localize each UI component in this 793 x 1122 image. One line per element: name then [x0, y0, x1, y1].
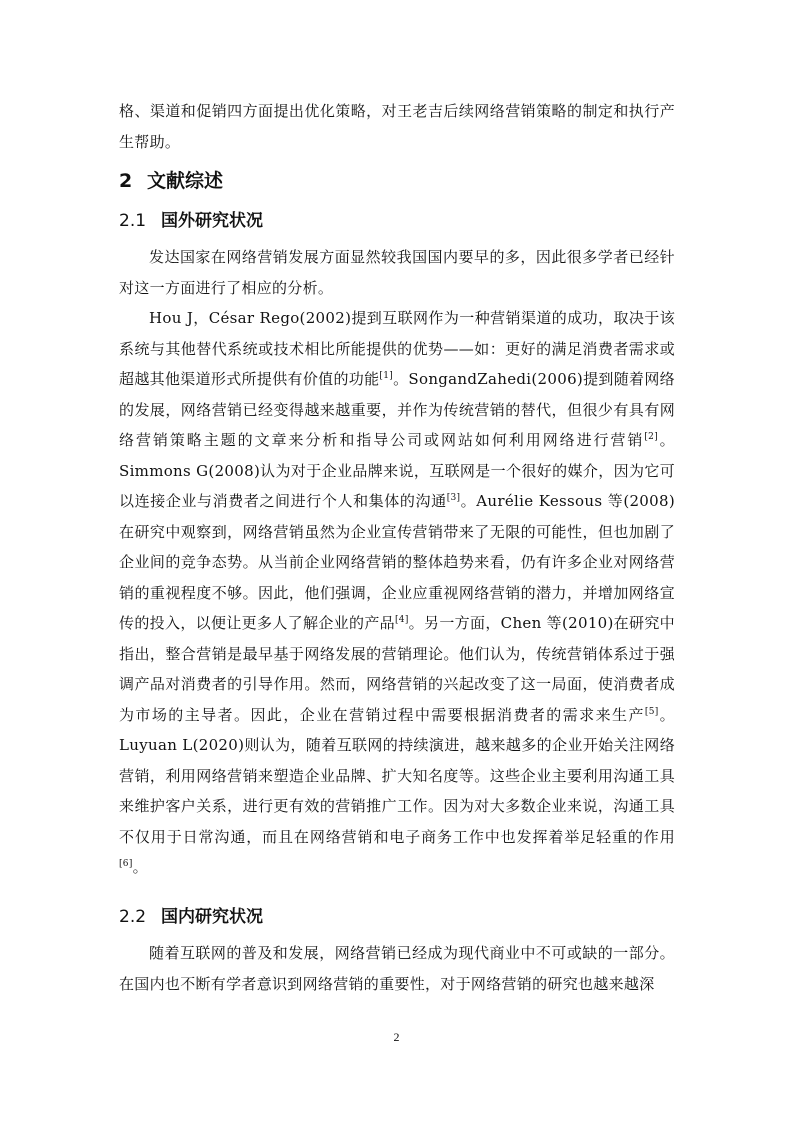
- paragraph-text: 。Simmons G(2008)认为对于企业品牌来说，互联网是一个很好的媒介，因为它可以连接企业与消费者之间进行个人和集体的沟通: [119, 431, 675, 510]
- citation-ref: [4]: [394, 615, 409, 625]
- paragraph-text: 。SongandZahedi(2006)提到随着网络的发展，网络营销已经变得越来越重要，并作为传统营销的替代，但很少有具有网络营销策略主题的文章来分析和指导公司或网站如何利用网络进行营销: [119, 370, 675, 449]
- citation-ref: [2]: [644, 432, 659, 442]
- paragraph-text: Hou J，César Rego(2002)提到互联网作为一种营销渠道的成功，取决于该系统与其他替代系统或技术相比所能提供的优势——如：更好的满足消费者需求或超越其他渠道形式所提供有价值的功能: [119, 309, 675, 388]
- section-2-heading: [119, 166, 223, 196]
- paragraph-text: 。: [132, 858, 148, 876]
- domestic-research-paragraph: 随着互联网的普及和发展，网络营销已经成为现代商业中不可或缺的一部分。在国内也不断有学者意识到网络营销的重要性，对于网络营销的研究也越来越深: [119, 944, 675, 993]
- paragraph-text: 。Luyuan L(2020)则认为，随着互联网的持续演进，越来越多的企业开始关注网络营销，利用网络营销来塑造企业品牌、扩大知名度等。这些企业主要利用沟通工具来维护客户关系，进行更有效的营销推广工作。因为对大多数企业来说，沟通工具不仅用于日常沟通，而且在网络营销和电子商务工作中也发挥着举足轻重的作用: [119, 705, 675, 846]
- foreign-research-intro-paragraph: 发达国家在网络营销发展方面显然较我国国内要早的多，因此很多学者已经针对这一方面进行了相应的分析。: [119, 248, 675, 297]
- citation-ref: [3]: [446, 493, 461, 503]
- paragraph-text: 。另一方面，Chen 等(2010)在研究中指出，整合营销是最早基于网络发展的营销理论。他们认为，传统营销体系过于强调产品对消费者的引导作用。然而，网络营销的兴起改变了这一局面，使消费者成为市场的主导者。因此，企业在营销过程中需要根据消费者的需求来生产: [119, 614, 675, 724]
- section-2-1-heading: [119, 207, 263, 235]
- section-number: 2: [119, 170, 133, 192]
- paragraph-text: 。Aurélie Kessous 等(2008)在研究中观察到，网络营销虽然为企业宣传营销带来了无限的可能性，但也加剧了企业间的竞争态势。从当前企业网络营销的整体趋势来看，仍有许多企业对网络营销的重视程度不够。因此，他们强调，企业应重视网络营销的潜力，并增加网络宣传的投入，以便让更多人了解企业的产品: [119, 492, 675, 632]
- intro-paragraph-tail: 格、渠道和促销四方面提出优化策略，对王老吉后续网络营销策略的制定和执行产生帮助。: [119, 102, 675, 151]
- page-number: 2: [393, 1030, 400, 1044]
- section-title: 文献综述: [147, 170, 224, 192]
- section-number: 2.2: [119, 907, 147, 927]
- section-number: 2.1: [119, 211, 147, 231]
- section-title: 国外研究状况: [161, 211, 263, 231]
- section-title: 国内研究状况: [161, 907, 263, 927]
- foreign-research-review-paragraph: [119, 303, 675, 883]
- citation-ref: [5]: [644, 706, 659, 717]
- section-2-2-heading: [119, 903, 263, 931]
- citation-ref: [6]: [119, 859, 133, 869]
- citation-ref: [1]: [379, 371, 394, 381]
